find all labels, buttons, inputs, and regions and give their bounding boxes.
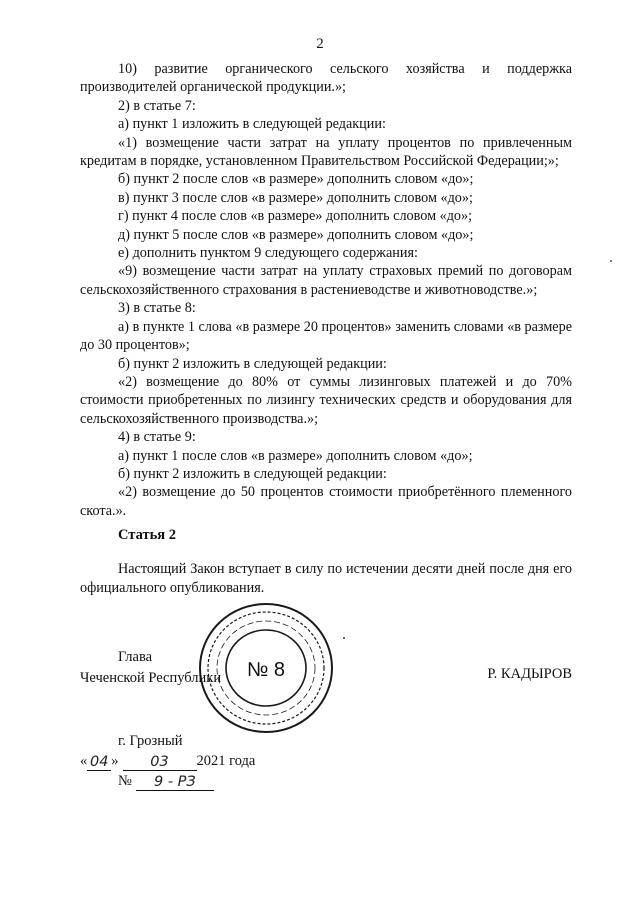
date-quote-open: «: [80, 753, 88, 769]
footer-number: [80, 771, 255, 791]
paragraph-8: д) пункт 5 после слов «в размере» дополнить словом «до»;: [118, 226, 474, 243]
signature-title-line1: Глава: [118, 649, 153, 665]
law-number: 9 - РЗ: [136, 772, 214, 791]
signature-title-line2: Чеченской Республики: [80, 670, 222, 686]
paragraph-10: «9) возмещение части затрат на уплату страховых премий по договорам сельскохозяйственного страхования в растениеводстве и животноводстве.»;: [80, 263, 572, 298]
paragraph-4: «1) возмещение части затрат на уплату процентов по привлеченным кредитам в порядке, установленном Правительством Российской Федерации;»;: [80, 134, 572, 170]
article-text: Настоящий Закон вступает в силу по истечении десяти дней после дня его официального опубликования.: [80, 561, 572, 596]
scan-speck-2: [343, 637, 345, 639]
number-prefix: №: [118, 773, 132, 789]
paragraph-7: г) пункт 4 после слов «в размере» дополнить словом «до»;: [118, 208, 473, 225]
paragraph-18: «2) возмещение до 50 процентов стоимости приобретённого племенного скота.».: [80, 484, 572, 519]
paragraph-9: е) дополнить пунктом 9 следующего содержания:: [118, 245, 418, 262]
date-year: 2021 года: [196, 753, 256, 769]
signature-name: Р. КАДЫРОВ: [487, 666, 572, 682]
paragraph-1: 10) развитие органического сельского хозяйства и поддержка производителей органической продукции.»;: [80, 61, 572, 96]
document-footer: [80, 731, 255, 791]
page-number: 2: [316, 36, 324, 52]
date-month: 03: [123, 752, 197, 771]
footer-date: [80, 751, 255, 771]
signature-title: [80, 647, 221, 689]
document-body: [80, 60, 572, 520]
paragraph-6: в) пункт 3 после слов «в размере» дополнить словом «до»;: [118, 189, 473, 206]
scan-speck: [610, 260, 612, 262]
paragraph-16: а) пункт 1 после слов «в размере» дополнить словом «до»;: [118, 447, 473, 464]
paragraph-13: б) пункт 2 изложить в следующей редакции:: [118, 355, 387, 372]
footer-city: г. Грозный: [118, 733, 183, 749]
paragraph-12: а) в пункте 1 слова «в размере 20 процентов» заменить словами «в размере до 30 процентов»;: [80, 318, 572, 354]
paragraph-15: 4) в статье 9:: [118, 429, 196, 446]
seal-number: № 8: [246, 659, 286, 681]
paragraph-14: «2) возмещение до 80% от суммы лизинговых платежей и до 70% стоимости приобретенных по лизингу технических средств и оборудования для сельскохозяйственного производства.»;: [80, 373, 572, 427]
paragraph-2: 2) в статье 7:: [118, 97, 196, 114]
paragraph-17: б) пункт 2 изложить в следующей редакции:: [118, 465, 387, 482]
paragraph-11: 3) в статье 8:: [118, 300, 196, 317]
article-title: Статья 2: [118, 527, 176, 543]
date-day: 04: [87, 752, 111, 771]
paragraph-3: а) пункт 1 изложить в следующей редакции:: [118, 116, 386, 133]
date-quote-close: »: [111, 753, 119, 769]
paragraph-5: б) пункт 2 после слов «в размере» дополнить словом «до»;: [118, 171, 474, 188]
